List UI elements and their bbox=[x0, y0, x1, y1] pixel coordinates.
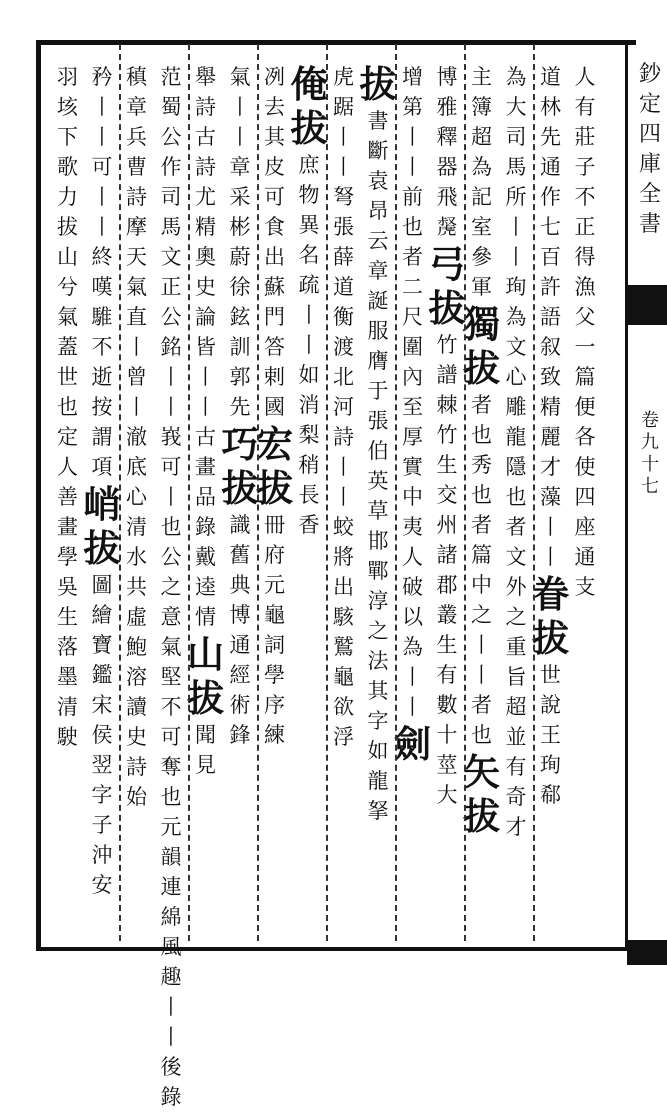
text-segment: 人有莊子不正得漁父一篇便各使四座通支 bbox=[574, 65, 596, 599]
margin-label: 鈔定四庫全書 bbox=[638, 62, 661, 237]
text-column bbox=[186, 62, 226, 942]
text-segment: 圖繪寶鑑宋侯翌字子沖安 bbox=[91, 573, 113, 897]
headword: 峭拔 bbox=[83, 482, 121, 570]
text-segment: 為大司馬所丨丨珣為文心雕龍隱也者文外之重旨 bbox=[505, 65, 527, 689]
headword: 矢拔 bbox=[463, 750, 500, 838]
fold-tab-bottom bbox=[627, 940, 667, 965]
text-column bbox=[289, 62, 329, 942]
text-segment: 舉詩古詩尤精奧史論皆丨丨 bbox=[195, 65, 216, 419]
text-segment: 者也秀也者篇中之丨丨者也 bbox=[471, 393, 492, 747]
text-column bbox=[496, 62, 536, 942]
headword: 俺拔 bbox=[290, 62, 328, 150]
text-column bbox=[358, 62, 398, 942]
text-column bbox=[462, 62, 502, 942]
text-segment: 主簿超為記室參軍 bbox=[471, 65, 492, 299]
text-column bbox=[151, 62, 191, 1109]
text-segment: 氣丨丨章采彬蔚徐鉉訓郭先 bbox=[229, 65, 251, 419]
text-column bbox=[82, 62, 122, 942]
left-border bbox=[36, 40, 41, 951]
text-segment: 後錄 bbox=[160, 1055, 182, 1109]
text-segment: 者二尺圍內至厚實中夷人破以為丨丨 bbox=[402, 245, 423, 719]
headword: 巧拔 bbox=[221, 422, 259, 510]
text-segment: 世說王珣郗 bbox=[540, 663, 561, 807]
text-segment: 矜丨丨可丨丨終嘆騅不逝按謂項 bbox=[91, 65, 113, 479]
text-segment: 聞見 bbox=[195, 723, 216, 777]
headword: 宏拔 bbox=[256, 422, 293, 510]
text-column bbox=[48, 62, 88, 942]
text-segment: 識舊典博通經術鋒 bbox=[229, 513, 251, 747]
bottom-border bbox=[36, 947, 636, 951]
text-segment: 稹章兵曹詩摩天氣直丨曾丨澈底心清水共虛鮑溶讀史詩始 bbox=[126, 65, 147, 809]
text-segment: 超並有奇才 bbox=[505, 695, 527, 839]
headword: 拔 bbox=[359, 62, 397, 106]
headword: 劍 bbox=[394, 722, 431, 766]
text-segment: 范蜀公作司馬文正公銘丨丨峩可丨也公之意氣堅不可奪也元 bbox=[160, 65, 182, 839]
headword: 山拔 bbox=[187, 632, 224, 720]
text-column bbox=[220, 62, 260, 942]
right-border bbox=[625, 40, 628, 951]
text-column bbox=[427, 62, 467, 942]
text-column bbox=[117, 62, 157, 942]
text-segment: 冊府元龜詞學序練 bbox=[264, 513, 285, 747]
text-segment: 冽去其皮可食出蘇門答剌國 bbox=[264, 65, 285, 419]
text-segment: 增第丨丨前也 bbox=[402, 65, 423, 239]
text-column bbox=[531, 62, 571, 942]
text-column bbox=[324, 62, 364, 942]
text-segment: 羽垓下歌力拔山兮氣蓋世也 bbox=[57, 65, 78, 419]
text-column bbox=[565, 62, 605, 942]
headword: 眷拔 bbox=[532, 572, 569, 660]
headword: 弓拔 bbox=[428, 242, 466, 330]
top-border bbox=[36, 40, 636, 45]
headword: 獨拔 bbox=[463, 302, 500, 390]
text-segment: 定人善畫學吳生落墨清駛 bbox=[57, 425, 78, 749]
text-segment: 庶物異名疏丨丨如消梨稍長香 bbox=[298, 153, 320, 537]
text-segment: 虎踞丨丨弩張薛道衡渡北河詩丨丨蛟將出駭鷲龜欲浮 bbox=[333, 65, 354, 749]
text-column bbox=[393, 62, 433, 942]
text-segment: 袁昂云章誕服膺于張伯英草邯鄲淳之法其字如龍拏 bbox=[367, 169, 389, 823]
text-segment: 古畫品錄戴逵情 bbox=[195, 425, 216, 629]
text-segment: 書斷 bbox=[367, 109, 389, 163]
text-segment: 竹譜棘竹生交州諸郡叢生有數十莖大 bbox=[436, 333, 458, 807]
text-segment: 道林先通作七百許語叙致精麗才藻丨丨 bbox=[540, 65, 561, 569]
text-column bbox=[255, 62, 295, 942]
text-segment: 韻連綿風趣丨丨 bbox=[160, 845, 182, 1049]
folio-label: 卷九十七 bbox=[641, 410, 659, 497]
text-segment: 博雅釋器飛𧇝 bbox=[436, 65, 458, 239]
fold-tab-top bbox=[627, 285, 667, 325]
